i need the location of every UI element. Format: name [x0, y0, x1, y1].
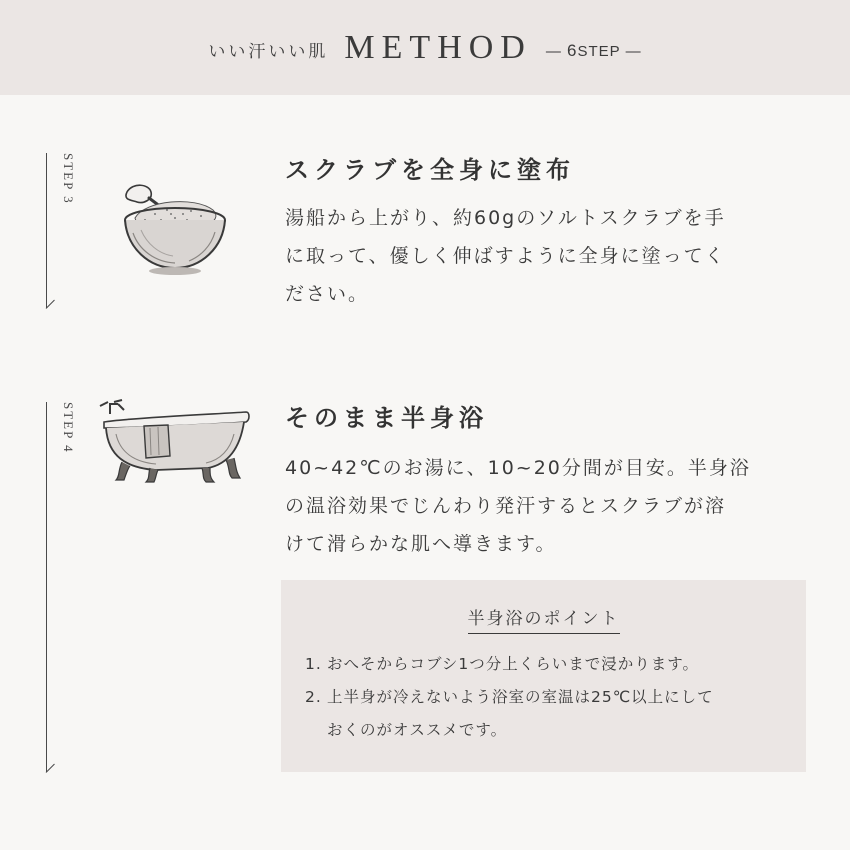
- step-4-line-2: の温浴効果でじんわり発汗するとスクラブが溶: [285, 495, 727, 517]
- point-list: [305, 648, 795, 747]
- point-item-2-line-2: おくのがオススメです。: [327, 721, 508, 739]
- step-4-line-3: けて滑らかな肌へ導きます。: [285, 533, 557, 555]
- step-3-heading: スクラブを全身に塗布: [285, 155, 575, 184]
- step-4-hook: [46, 764, 55, 773]
- step-3-line-3: ださい。: [285, 283, 370, 305]
- step-3-line-2: に取って、優しく伸ばすように全身に塗ってく: [285, 245, 726, 267]
- step-4-description: [285, 449, 810, 563]
- step-4-line: [46, 402, 47, 772]
- point-item-1: [305, 648, 795, 681]
- header-catchphrase: いい汗いい肌: [208, 42, 329, 62]
- point-item-1-number: 1.: [305, 655, 322, 673]
- header-step-word: STEP: [577, 42, 621, 60]
- header-step-count: [546, 41, 642, 61]
- step-4-label: STEP 4: [61, 402, 76, 454]
- step-3-label: STEP 3: [61, 153, 76, 205]
- point-box-title: [281, 604, 806, 629]
- step-3-rail: [52, 153, 112, 313]
- point-item-2-number: 2.: [305, 688, 322, 706]
- header-step-number: 6: [567, 40, 578, 60]
- step-4-line-1: 40~42℃のお湯に、10~20分間が目安。半身浴: [285, 457, 751, 479]
- page-header: [0, 0, 850, 95]
- half-bath-point-box: [281, 580, 806, 772]
- step-4-heading: そのまま半身浴: [285, 403, 488, 432]
- point-item-2-line-1: 上半身が冷えないよう浴室の室温は25℃以上にして: [327, 688, 714, 706]
- header-title: METHOD: [344, 28, 532, 66]
- point-box-title-text: 半身浴のポイント: [468, 609, 620, 634]
- step-3-line: [46, 153, 47, 308]
- scrub-bowl-icon: [115, 178, 230, 278]
- step-3-description: [285, 199, 810, 313]
- step-3-hook: [46, 300, 55, 309]
- bathtub-icon: [96, 398, 252, 490]
- point-item-1-line-1: おへそからコブシ1つ分上くらいまで浸かります。: [327, 655, 700, 673]
- header-dash-right: —: [625, 42, 642, 60]
- step-3-line-1: 湯船から上がり、約60gのソルトスクラブを手: [285, 207, 726, 229]
- point-item-2: [305, 681, 795, 747]
- header-dash-left: —: [545, 42, 562, 60]
